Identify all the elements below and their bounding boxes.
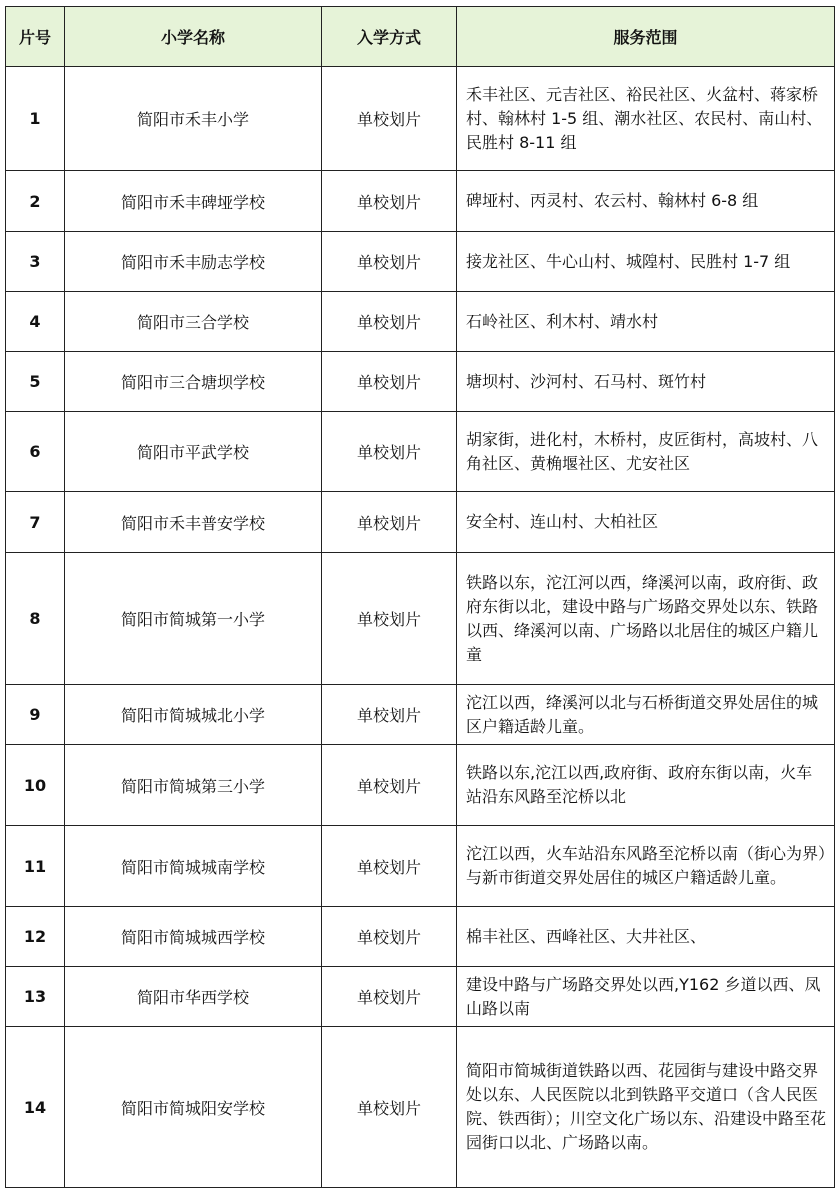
school-name: 简阳市简城城北小学 [65, 685, 322, 745]
school-name: 简阳市平武学校 [65, 412, 322, 492]
admission-mode: 单校划片 [322, 967, 457, 1027]
service-scope: 铁路以东，沱江河以西，绛溪河以南，政府街、政府东街以北，建设中路与广场路交界处以东、铁路以西、绛溪河以南、广场路以北居住的城区户籍儿童 [457, 553, 835, 685]
service-scope: 接龙社区、牛心山村、城隍村、民胜村 1-7 组 [457, 232, 835, 292]
table-row [6, 826, 835, 907]
table-row [6, 232, 835, 292]
table-row [6, 67, 835, 171]
service-scope: 石岭社区、利木村、靖水村 [457, 292, 835, 352]
table-row [6, 1027, 835, 1188]
header-service-scope: 服务范围 [457, 7, 835, 67]
table-body [6, 67, 835, 1188]
school-name: 简阳市禾丰励志学校 [65, 232, 322, 292]
row-number: 5 [6, 352, 65, 412]
admission-mode: 单校划片 [322, 292, 457, 352]
admission-mode: 单校划片 [322, 553, 457, 685]
row-number: 2 [6, 171, 65, 232]
row-number: 3 [6, 232, 65, 292]
table-row [6, 171, 835, 232]
admission-mode: 单校划片 [322, 1027, 457, 1188]
table-row [6, 553, 835, 685]
admission-mode: 单校划片 [322, 907, 457, 967]
school-name: 简阳市三合塘坝学校 [65, 352, 322, 412]
header-row [6, 7, 835, 67]
service-scope: 沱江以西，绛溪河以北与石桥街道交界处居住的城区户籍适龄儿童。 [457, 685, 835, 745]
table-row [6, 492, 835, 553]
admission-mode: 单校划片 [322, 352, 457, 412]
admission-mode: 单校划片 [322, 492, 457, 553]
table-row [6, 907, 835, 967]
row-number: 6 [6, 412, 65, 492]
school-name: 简阳市禾丰普安学校 [65, 492, 322, 553]
admission-mode: 单校划片 [322, 171, 457, 232]
row-number: 14 [6, 1027, 65, 1188]
admission-mode: 单校划片 [322, 745, 457, 826]
admission-mode: 单校划片 [322, 67, 457, 171]
table-row [6, 745, 835, 826]
admission-mode: 单校划片 [322, 826, 457, 907]
admission-mode: 单校划片 [322, 232, 457, 292]
service-scope: 塘坝村、沙河村、石马村、斑竹村 [457, 352, 835, 412]
row-number: 8 [6, 553, 65, 685]
row-number: 9 [6, 685, 65, 745]
service-scope: 棉丰社区、西峰社区、大井社区、 [457, 907, 835, 967]
school-name: 简阳市禾丰小学 [65, 67, 322, 171]
table-row [6, 292, 835, 352]
row-number: 1 [6, 67, 65, 171]
service-scope: 胡家街，进化村，木桥村，皮匠街村，高坡村、八角社区、黄桷堰社区、尤安社区 [457, 412, 835, 492]
header-number: 片号 [6, 7, 65, 67]
school-name: 简阳市简城第一小学 [65, 553, 322, 685]
table-row [6, 685, 835, 745]
admission-mode: 单校划片 [322, 685, 457, 745]
row-number: 4 [6, 292, 65, 352]
row-number: 10 [6, 745, 65, 826]
header-school-name: 小学名称 [65, 7, 322, 67]
row-number: 7 [6, 492, 65, 553]
table-row [6, 352, 835, 412]
table-row [6, 412, 835, 492]
row-number: 11 [6, 826, 65, 907]
school-district-table [5, 6, 835, 1188]
service-scope: 铁路以东,沱江以西,政府街、政府东街以南，火车站沿东风路至沱桥以北 [457, 745, 835, 826]
row-number: 12 [6, 907, 65, 967]
service-scope: 建设中路与广场路交界处以西,Y162 乡道以西、凤山路以南 [457, 967, 835, 1027]
school-name: 简阳市三合学校 [65, 292, 322, 352]
service-scope: 沱江以西，火车站沿东风路至沱桥以南（街心为界）与新市街道交界处居住的城区户籍适龄儿童。 [457, 826, 835, 907]
header-admission-mode: 入学方式 [322, 7, 457, 67]
school-name: 简阳市简城城西学校 [65, 907, 322, 967]
service-scope: 碑垭村、丙灵村、农云村、翰林村 6-8 组 [457, 171, 835, 232]
school-name: 简阳市简城阳安学校 [65, 1027, 322, 1188]
admission-mode: 单校划片 [322, 412, 457, 492]
table-row [6, 967, 835, 1027]
service-scope: 安全村、连山村、大柏社区 [457, 492, 835, 553]
row-number: 13 [6, 967, 65, 1027]
school-name: 简阳市华西学校 [65, 967, 322, 1027]
school-name: 简阳市简城城南学校 [65, 826, 322, 907]
service-scope: 简阳市简城街道铁路以西、花园街与建设中路交界处以东、人民医院以北到铁路平交道口（含人民医院、铁西街）；川空文化广场以东、沿建设中路至花园街口以北、广场路以南。 [457, 1027, 835, 1188]
school-name: 简阳市禾丰碑垭学校 [65, 171, 322, 232]
service-scope: 禾丰社区、元吉社区、裕民社区、火盆村、蒋家桥村、翰林村 1-5 组、潮水社区、农民村、南山村、民胜村 8-11 组 [457, 67, 835, 171]
school-name: 简阳市简城第三小学 [65, 745, 322, 826]
